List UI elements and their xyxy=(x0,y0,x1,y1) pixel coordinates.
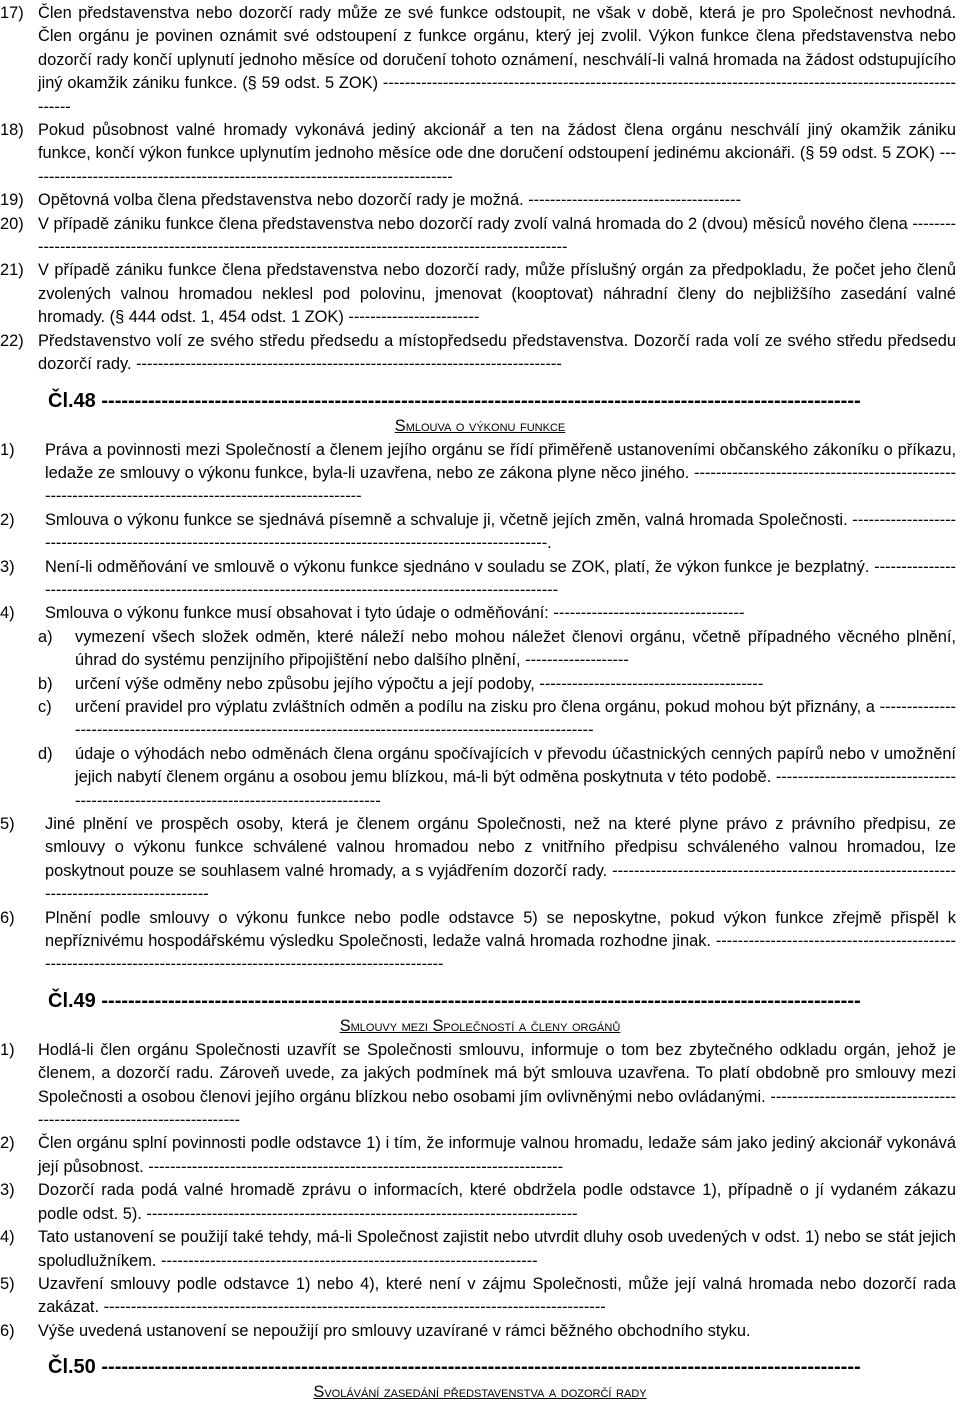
paragraph-20 xyxy=(0,213,960,260)
subparagraph-text: vymezení všech složek odměn, které náleží nebo mohou náležet členovi orgánu, včetně případného věcného plnění, úhrad do systému penzijního připojištění nebo dalšího plnění, ------------------- xyxy=(75,627,956,670)
subparagraph-letter: c) xyxy=(38,697,52,716)
paragraph-number: 1) xyxy=(0,1040,15,1059)
paragraph-2 xyxy=(0,1132,960,1179)
paragraph-text: Jiné plnění ve prospěch osoby, která je členem orgánu Společnosti, než na které plyne právo z právního předpisu, ze smlouvy o výkonu funkce schválené valnou hromadou nebo z vnitřního předpisu schváleného valnou hromadou, lze poskytnout pouze se souhlasem valné hromady, a s vyjádřením dozorčí rady. --------------------------------------------------------------------------------------------- xyxy=(45,815,956,904)
article-48-heading xyxy=(0,387,960,415)
paragraph-text: Hodlá-li člen orgánu Společnosti uzavřít se Společnosti smlouvu, informuje o tom bez zbytečného odkladu orgán, jehož je členem, a dozorčí radu. Zároveň uvede, za jakých podmínek má být smlouva uzavřena. To platí obdobně pro smlouvy mezi Společnosti a osobou členovi jejího orgánu blízkou nebo osobami jím ovlivněnými nebo ovládanými. ----------------------------------------------------------------------- xyxy=(38,1040,956,1130)
paragraph-text: Práva a povinnosti mezi Společností a členem jejího orgánu se řídí přiměřeně ustanoveními občanského zákoníku o příkazu, ledaže ze smlouvy o výkonu funkce, byla-li uzavřena, nebo ze zákona plyne něco jiného. ---------------------------------------------------------------------------------------------------------- xyxy=(45,440,956,506)
section-title: Svolávání zasedání představenstva a dozorčí rady xyxy=(313,1383,647,1402)
paragraph-text: Smlouva o výkonu funkce se sjednává písemně a schvaluje ji, včetně jejích změn, valná hromada Společnosti. ---------------------------------------------------------------------------------------------------------------. xyxy=(45,510,956,553)
paragraph-number: 20) xyxy=(0,214,24,233)
paragraph-text: Dozorčí rada podá valné hromadě zprávu o informacích, které obdržela podle odstavce 1), případně o jí vydaném zákazu podle odst. 5). ------------------------------------------------------------------------------- xyxy=(38,1181,956,1223)
paragraph-number: 22) xyxy=(0,331,24,350)
paragraph-3 xyxy=(0,1179,960,1226)
paragraph-2 xyxy=(0,509,960,556)
paragraph-text: V případě zániku funkce člena představenstva nebo dozorčí rady, může příslušný orgán za předpokladu, že počet jeho členů zvolených valnou hromadou neklesl pod polovinu, jmenovat (kooptovat) náhradní členy do nejbližšího zasedání valné hromady. (§ 444 odst. 1, 454 odst. 1 ZOK) ------------------------ xyxy=(38,261,956,327)
paragraph-17 xyxy=(0,2,960,119)
subparagraph-text: určení pravidel pro výplatu zvláštních odměn a podílu na zisku pro člena orgánu, pokud mohou být přiznány, a ------------------------------------------------------------------------------------------------------------- xyxy=(75,697,956,740)
paragraph-text: Smlouva o výkonu funkce musí obsahovat i tyto údaje o odměňování: ----------------------------------- xyxy=(45,604,745,623)
paragraph-4 xyxy=(0,1226,960,1273)
paragraph-19 xyxy=(0,189,960,212)
paragraph-number: 18) xyxy=(0,121,24,140)
paragraph-text: Představenstvo volí ze svého středu předsedu a místopředsedu představenstva. Dozorčí rada volí ze svého středu předsedu dozorčí rady. ------------------------------------------------------------------------------ xyxy=(38,331,956,374)
subparagraph-text: určení výše odměny nebo způsobu jejího výpočtu a její podoby, ----------------------------------------- xyxy=(75,674,764,693)
paragraph-text: Výše uvedená ustanovení se nepoužijí pro smlouvy uzavírané v rámci běžného obchodního styku. xyxy=(38,1321,751,1340)
paragraph-number: 3) xyxy=(0,1181,15,1200)
paragraph-number: 19) xyxy=(0,191,24,210)
paragraph-text: Opětovná volba člena představenstva nebo dozorčí rady je možná. --------------------------------------- xyxy=(38,191,742,210)
subparagraph-letter: d) xyxy=(38,744,53,763)
article-49-heading xyxy=(0,987,960,1015)
paragraph-text: Člen představenstva nebo dozorčí rady může ze své funkce odstoupit, ne však v době, která je pro Společnost nevhodná. Člen orgánu je povinen oznámit své odstoupení z funkce orgánu, který jej zvolil. Výkon funkce člena představenstva nebo dozorčí rady končí uplynutí jednoho měsíce od doručení tohoto oznámení, neschválí-li valná hromada na žádost odstupujícího jiný okamžik zániku funkce. (§ 59 odst. 5 ZOK) --------------------------------------------------------------------------------------------------------------- xyxy=(38,4,956,116)
paragraph-6 xyxy=(0,907,960,977)
paragraph-text: V případě zániku funkce člena představenstva nebo dozorčí rady zvolí valná hromada do 2 (dvou) měsíců nového člena --------------------------------------------------------------------------------------------------------- xyxy=(38,214,956,257)
article-50-heading xyxy=(0,1353,960,1381)
subparagraph-d xyxy=(0,743,960,813)
paragraph-21 xyxy=(0,259,960,329)
paragraph-1 xyxy=(0,1039,960,1133)
paragraph-number: 1) xyxy=(0,440,15,459)
subparagraph-text: údaje o výhodách nebo odměnách člena orgánu spočívajících v převodu účastnických cenných papírů nebo v umožnění jejich nabytí členem orgánu a osobou jemu blízkou, má-li být odměna poskytnuta v této podobě. ----------------------------------------------------------------------------------------- xyxy=(75,744,956,810)
subparagraph-letter: a) xyxy=(38,627,53,646)
paragraph-number: 3) xyxy=(0,557,15,576)
paragraph-number: 5) xyxy=(0,1274,15,1293)
paragraph-text: Pokud působnost valné hromady vykonává jediný akcionář a ten na žádost člena orgánu neschválí jiný okamžik zániku funkce, končí výkon funkce uplynutím jednoho měsíce ode dne doručení odstoupení jedinému akcionáři. (§ 59 odst. 5 ZOK) ------------------------------------------------------------------------------- xyxy=(38,121,956,186)
article-label: Čl.49 xyxy=(48,989,96,1012)
article-label: Čl.48 xyxy=(48,389,96,412)
paragraph-3 xyxy=(0,556,960,603)
paragraph-number: 6) xyxy=(0,1321,15,1340)
section-title: Smlouva o výkonu funkce xyxy=(394,416,566,435)
paragraph-5 xyxy=(0,1273,960,1320)
paragraph-4 xyxy=(0,602,960,625)
paragraph-number: 6) xyxy=(0,908,15,927)
paragraph-text: Plnění podle smlouvy o výkonu funkce nebo podle odstavce 5) se neposkytne, pokud výkon funkce zřejmě přispěl k nepříznivému hospodářskému výsledku Společnosti, ledaže valná hromada rozhodne jinak. --------------------------------------------------------------------------------------------------------------------- xyxy=(45,908,956,974)
paragraph-number: 5) xyxy=(0,815,15,833)
section-title: Smlouvy mezi Společností a členy orgánů xyxy=(339,1016,621,1035)
paragraph-text: Člen orgánu splní povinnosti podle odstavce 1) i tím, že informuje valnou hromadu, ledaže sám jako jediný akcionář vykonává její působnost. ---------------------------------------------------------------------------- xyxy=(38,1134,956,1176)
paragraph-text: Tato ustanovení se použijí také tehdy, má-li Společnost zajistit nebo utvrdit dluhy osob uvedených v odst. 1) nebo se stát jejich spoludlužníkem. --------------------------------------------------------------------- xyxy=(38,1228,956,1270)
paragraph-number: 2) xyxy=(0,510,15,529)
paragraph-18 xyxy=(0,119,960,189)
paragraph-22 xyxy=(0,330,960,377)
article-label: Čl.50 xyxy=(48,1356,96,1379)
paragraph-number: 17) xyxy=(0,4,24,22)
subparagraph-b xyxy=(0,673,960,696)
paragraph-text: Uzavření smlouvy podle odstavce 1) nebo 4), které není v zájmu Společnosti, může její valná hromada nebo dozorčí rada zakázat. -------------------------------------------------------------------------------------------- xyxy=(38,1274,956,1317)
paragraph-number: 2) xyxy=(0,1134,15,1153)
subparagraph-a xyxy=(0,626,960,673)
subparagraph-c xyxy=(0,696,960,743)
section-contracts-with-members xyxy=(0,1039,960,1343)
subparagraph-letter: b) xyxy=(38,674,53,693)
paragraph-5 xyxy=(0,813,960,907)
paragraph-text: Není-li odměňování ve smlouvě o výkonu funkce sjednáno v souladu se ZOK, platí, že výkon funkce je bezplatný. ------------------------------------------------------------------------------------------------------------- xyxy=(45,557,956,599)
paragraph-6 xyxy=(0,1320,960,1343)
paragraph-number: 21) xyxy=(0,261,24,280)
paragraph-number: 4) xyxy=(0,604,15,623)
paragraph-number: 4) xyxy=(0,1228,15,1247)
section-continuation xyxy=(0,0,960,377)
article-dashes: ------------------------------------------------------------------------------------------------------------------ xyxy=(101,1356,861,1379)
article-dashes: ------------------------------------------------------------------------------------------------------------------ xyxy=(101,989,861,1012)
paragraph-1 xyxy=(0,439,960,509)
article-dashes: ------------------------------------------------------------------------------------------------------------------ xyxy=(101,389,861,412)
section-contract-of-office xyxy=(0,439,960,977)
